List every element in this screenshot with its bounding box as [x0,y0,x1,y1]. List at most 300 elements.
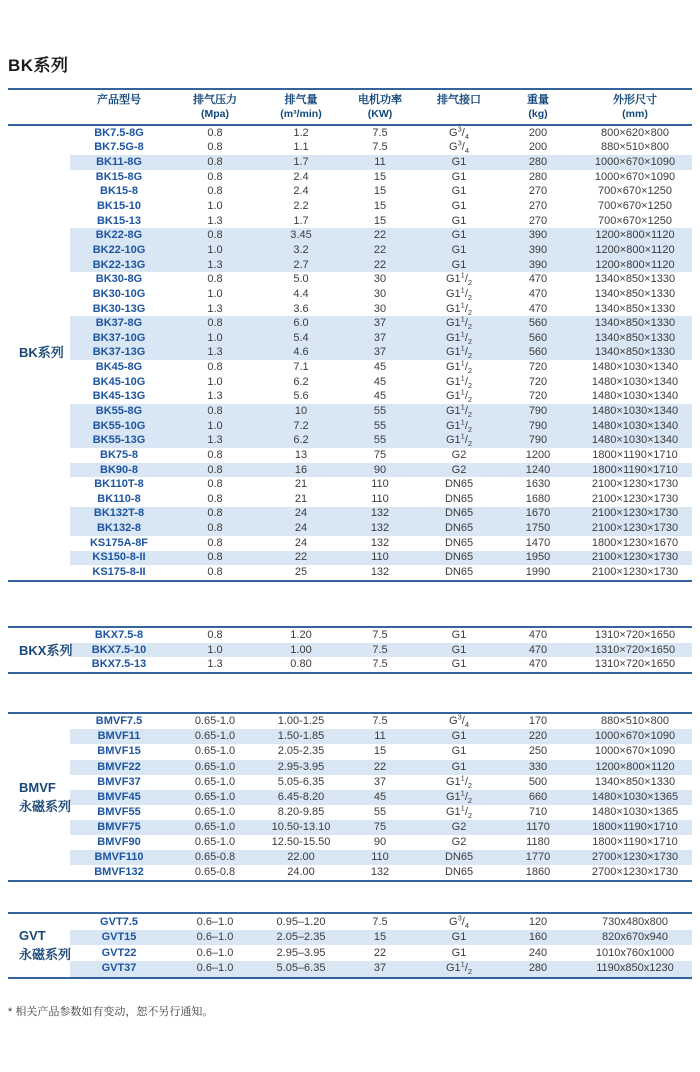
table-row [8,419,692,434]
model-cell: BK55-10G [70,419,168,434]
pressure-cell: 1.0 [168,243,262,258]
interface-cell: G1 [451,658,467,671]
dimensions-cell: 1310×720×1650 [594,628,676,641]
model-cell: KS175-8-II [92,566,146,579]
table-row [8,390,692,405]
pressure-cell: 0.65-0.8 [168,850,262,865]
dimensions-cell: 800×620×800 [601,126,669,139]
pressure-cell: 1.3 [207,302,223,315]
weight-cell: 470 [498,643,578,658]
model-cell: BK37-13G [70,346,168,361]
dimensions-cell: 880×510×800 [601,715,669,728]
interface-cell: DN65 [444,478,474,491]
model-cell: BMVF75 [70,820,168,835]
dimensions-cell: 2100×1230×1730 [578,551,692,566]
table-row [8,492,692,507]
dimensions-cell: 700×670×1250 [597,185,673,198]
weight-cell: 1990 [525,566,551,579]
table-row [8,463,692,478]
power-cell: 45 [340,790,420,805]
weight-cell: 790 [498,419,578,434]
table-row [8,214,692,229]
column-header: 排气量 (m³/min) [262,89,340,125]
pressure-cell: 1.3 [168,433,262,448]
model-cell: BK30-13G [92,302,146,315]
dimensions-cell: 2700×1230×1730 [591,866,679,879]
weight-cell: 470 [528,287,548,300]
interface-cell: G1 [420,258,498,273]
model-cell: BK37-10G [70,331,168,346]
interface-cell: $G^3/_4$ [449,712,469,730]
power-cell: 15 [373,745,387,758]
table-row [8,302,692,317]
table-row [8,961,692,978]
interface-cell: $G1^1/_2$ [420,790,498,805]
table-row [8,521,692,536]
dimensions-cell: 730x480x800 [601,915,669,928]
table-row [8,835,692,850]
model-cell: BMVF7.5 [95,715,143,728]
dimensions-cell: 1480×1030×1365 [591,805,679,818]
model-cell: BK30-10G [92,287,146,300]
power-cell: 30 [373,273,387,286]
interface-cell: G2 [451,836,467,849]
weight-cell: 1180 [526,836,550,849]
power-cell: 15 [340,930,420,946]
displacement-cell: 1.1 [293,141,309,154]
series-section-bkx [8,626,692,674]
pressure-cell: 0.8 [207,170,223,183]
displacement-cell: 8.20-9.85 [277,805,325,818]
weight-cell: 470 [528,273,548,286]
dimensions-cell: 1000×670×1090 [594,170,676,183]
pressure-cell: 1.0 [168,331,262,346]
displacement-cell: 24 [262,521,340,536]
model-cell: BKX7.5-13 [91,658,147,671]
displacement-cell: 0.95–1.20 [276,915,326,928]
pressure-cell: 0.8 [207,478,223,491]
pressure-cell: 0.65-0.8 [194,866,236,879]
table-row [8,565,692,581]
interface-cell: $G1^1/_2$ [420,404,498,419]
displacement-cell: 5.0 [293,273,309,286]
weight-cell: 200 [528,141,548,154]
power-cell: 22 [340,228,420,243]
dimensions-cell: 1310×720×1650 [594,658,676,671]
interface-cell: DN65 [444,566,474,579]
model-cell: BMVF110 [70,850,168,865]
weight-cell: 560 [498,316,578,331]
pressure-cell: 0.65-1.0 [194,775,236,788]
model-cell: BK22-13G [70,258,168,273]
dimensions-cell: 1800×1190×1710 [592,836,678,849]
displacement-cell: 22.00 [262,850,340,865]
series-section-bmvf [8,712,692,882]
dimensions-cell: 1800×1230×1670 [591,536,679,549]
weight-cell: 280 [498,155,578,170]
power-cell: 7.5 [372,126,388,139]
model-cell: BK55-13G [70,433,168,448]
interface-cell: $G1^1/_2$ [420,331,498,346]
interface-cell: G2 [451,448,467,461]
table-row [8,287,692,302]
displacement-cell: 3.2 [262,243,340,258]
weight-cell: 280 [528,170,548,183]
model-cell: BMVF11 [70,729,168,744]
displacement-cell: 6.2 [262,433,340,448]
pressure-cell: 0.8 [207,628,223,641]
weight-cell: 330 [498,760,578,775]
pressure-cell: 1.0 [168,419,262,434]
power-cell: 45 [373,390,387,403]
dimensions-cell: 1340×850×1330 [594,273,676,286]
power-cell: 22 [373,946,387,959]
table-row [8,713,692,729]
power-cell: 90 [373,836,387,849]
interface-cell: DN65 [444,866,474,879]
displacement-cell: 25 [294,566,308,579]
column-header: 排气接口 [420,89,498,125]
series-section-bk [8,88,692,582]
spec-tables-container [8,88,692,979]
power-cell: 132 [340,507,420,522]
table-row [8,185,692,200]
weight-cell: 1950 [498,551,578,566]
spec-table-bk [8,88,692,582]
header-spacer [8,89,70,125]
pressure-cell: 0.65-1.0 [194,745,236,758]
table-row [8,199,692,214]
power-cell: 45 [373,361,387,374]
dimensions-cell: 1340×850×1330 [578,346,692,361]
displacement-cell: 2.4 [293,170,309,183]
table-row [8,331,692,346]
power-cell: 11 [340,729,420,744]
weight-cell: 250 [528,745,548,758]
table-row [8,243,692,258]
displacement-cell: 2.7 [262,258,340,273]
section-label: GVT 永磁系列 [8,913,70,977]
interface-cell: $G1^1/_2$ [445,358,473,376]
dimensions-cell: 1480×1030×1340 [591,375,679,388]
pressure-cell: 0.8 [168,551,262,566]
displacement-cell: 16 [262,463,340,478]
interface-cell: G1 [451,170,467,183]
displacement-cell: 1.20 [290,628,312,641]
power-cell: 30 [373,302,387,315]
displacement-cell: 4.4 [293,287,309,300]
displacement-cell: 12.50-15.50 [271,836,331,849]
power-cell: 7.5 [372,628,388,641]
power-cell: 110 [340,551,420,566]
dimensions-cell: 1800×1190×1710 [578,463,692,478]
displacement-cell: 7.2 [262,419,340,434]
series-section-gvt [8,912,692,978]
pressure-cell: 0.8 [207,273,223,286]
power-cell: 37 [340,346,420,361]
model-cell: BK15-8 [100,185,138,198]
interface-cell: $G1^1/_2$ [445,803,473,821]
spec-table-bkx [8,626,692,674]
power-cell: 7.5 [372,141,388,154]
pressure-cell: 1.3 [207,390,223,403]
pressure-cell: 0.8 [207,141,223,154]
pressure-cell: 0.6–1.0 [196,946,234,959]
pressure-cell: 0.65-1.0 [194,836,236,849]
displacement-cell: 1.00 [262,643,340,658]
interface-cell: G2 [420,463,498,478]
interface-cell: G1 [451,185,467,198]
pressure-cell: 1.3 [168,258,262,273]
column-header: 重量 (kg) [498,89,578,125]
interface-cell: G1 [451,200,467,213]
power-cell: 75 [373,448,387,461]
dimensions-cell: 1000×670×1090 [578,729,692,744]
pressure-cell: 0.8 [168,316,262,331]
pressure-cell: 0.8 [168,507,262,522]
power-cell: 55 [373,805,387,818]
displacement-cell: 2.05–2.35 [262,930,340,946]
dimensions-cell: 1480×1030×1340 [578,433,692,448]
column-header: 电机功率 (KW) [340,89,420,125]
power-cell: 22 [340,243,420,258]
table-row [8,316,692,331]
weight-cell: 1200 [525,448,551,461]
model-cell: BK15-8G [95,170,143,183]
dimensions-cell: 1480×1030×1340 [591,361,679,374]
displacement-cell: 5.05–6.35 [262,961,340,978]
model-cell: BK90-8 [70,463,168,478]
pressure-cell: 1.0 [207,287,223,300]
model-cell: BK45-13G [92,390,146,403]
displacement-cell: 6.0 [262,316,340,331]
dimensions-cell: 820x670x940 [578,930,692,946]
model-cell: GVT37 [70,961,168,978]
power-cell: 55 [340,419,420,434]
weight-cell: 390 [498,228,578,243]
model-cell: BMVF90 [97,836,141,849]
displacement-cell: 24 [262,507,340,522]
table-row [8,360,692,375]
table-row [8,346,692,361]
dimensions-cell: 1480×1030×1340 [578,419,692,434]
dimensions-cell: 1200×800×1120 [578,228,692,243]
model-cell: BK11-8G [70,155,168,170]
weight-cell: 270 [528,200,548,213]
table-row [8,536,692,551]
pressure-cell: 0.8 [168,463,262,478]
pressure-cell: 0.8 [207,536,223,549]
displacement-cell: 21 [294,478,308,491]
power-cell: 15 [373,170,387,183]
weight-cell: 790 [498,404,578,419]
dimensions-cell: 1800×1190×1710 [592,448,678,461]
pressure-cell: 0.65-1.0 [194,715,236,728]
power-cell: 37 [340,961,420,978]
dimensions-cell: 1200×800×1120 [578,258,692,273]
page-title: BK系列 [8,56,69,75]
dimensions-cell: 2100×1230×1730 [591,492,679,505]
pressure-cell: 0.8 [207,566,223,579]
power-cell: 15 [373,185,387,198]
power-cell: 15 [373,214,387,227]
weight-cell: 500 [528,775,548,788]
model-cell: KS150-8-II [70,551,168,566]
pressure-cell: 0.8 [207,492,223,505]
interface-cell: DN65 [444,536,474,549]
dimensions-cell: 1310×720×1650 [578,643,692,658]
pressure-cell: 1.0 [207,200,223,213]
displacement-cell: 5.05-6.35 [277,775,325,788]
table-row [8,657,692,673]
interface-cell: $G^3/_4$ [449,124,469,141]
model-cell: BMVF45 [70,790,168,805]
table-row [8,125,692,141]
weight-cell: 560 [498,331,578,346]
power-cell: 22 [340,760,420,775]
displacement-cell: 1.7 [262,155,340,170]
weight-cell: 240 [528,946,548,959]
interface-cell: DN65 [444,492,474,505]
interface-cell: $G1^1/_2$ [420,433,498,448]
weight-cell: 1170 [498,820,578,835]
power-cell: 37 [340,331,420,346]
footnote: * 相关产品参数如有变动，恕不另行通知。 [8,1005,214,1018]
model-cell: KS175A-8F [89,536,149,549]
table-row [8,945,692,961]
spec-table-gvt [8,912,692,978]
table-row [8,228,692,243]
interface-cell: G1 [451,946,467,959]
weight-cell: 270 [528,185,548,198]
displacement-cell: 24.00 [287,866,315,879]
dimensions-cell: 1800×1190×1710 [578,820,692,835]
weight-cell: 390 [498,243,578,258]
power-cell: 11 [340,155,420,170]
model-cell: BK110T-8 [94,478,144,491]
weight-cell: 1860 [525,866,551,879]
dimensions-cell: 2100×1230×1730 [591,478,679,491]
table-row [8,643,692,658]
table-row [8,448,692,463]
table-row [8,930,692,946]
interface-cell: $G1^1/_2$ [445,299,473,317]
table-row [8,507,692,522]
interface-cell: DN65 [420,521,498,536]
model-cell: BKX7.5-10 [70,643,168,658]
table-row [8,170,692,185]
weight-cell: 710 [528,805,548,818]
weight-cell: 790 [498,433,578,448]
model-cell: BMVF132 [94,866,144,879]
interface-cell: $G1^1/_2$ [420,316,498,331]
displacement-cell: 6.45-8.20 [262,790,340,805]
interface-cell: $G1^1/_2$ [445,373,473,390]
model-cell: BK30-8G [95,273,143,286]
power-cell: 110 [371,478,389,491]
dimensions-cell: 880×510×800 [601,141,669,154]
table-row [8,551,692,566]
displacement-cell: 2.2 [293,200,309,213]
header-row [8,89,692,125]
table-row [8,820,692,835]
table-row [8,760,692,775]
dimensions-cell: 1340×850×1330 [578,331,692,346]
displacement-cell: 4.6 [262,346,340,361]
column-header: 产品型号 [70,89,168,125]
dimensions-cell: 1480×1030×1340 [591,390,679,403]
model-cell: BMVF15 [97,745,141,758]
displacement-cell: 2.95–3.95 [276,946,326,959]
table-row [8,258,692,273]
power-cell: 75 [340,820,420,835]
weight-cell: 120 [528,915,548,928]
pressure-cell: 0.8 [168,155,262,170]
power-cell: 132 [340,521,420,536]
dimensions-cell: 1200×800×1120 [578,243,692,258]
displacement-cell: 1.7 [293,214,309,227]
weight-cell: 220 [498,729,578,744]
displacement-cell: 10.50-13.10 [262,820,340,835]
spec-table-bmvf [8,712,692,882]
power-cell: 7.5 [372,658,388,671]
model-cell: BKX7.5-8 [94,628,144,641]
power-cell: 45 [373,375,387,388]
displacement-cell: 22 [262,551,340,566]
interface-cell: $G1^1/_2$ [445,773,473,790]
column-header: 排气压力 (Mpa) [168,89,262,125]
weight-cell: 560 [498,346,578,361]
dimensions-cell: 1480×1030×1365 [578,790,692,805]
pressure-cell: 1.3 [207,214,223,227]
model-cell: BMVF55 [97,805,141,818]
power-cell: 22 [340,258,420,273]
table-row [8,627,692,643]
pressure-cell: 0.6–1.0 [168,961,262,978]
weight-cell: 470 [528,628,548,641]
pressure-cell: 0.65-1.0 [168,820,262,835]
interface-cell: $G1^1/_2$ [420,961,498,978]
dimensions-cell: 2100×1230×1730 [578,507,692,522]
interface-cell: G1 [451,214,467,227]
dimensions-cell: 1000×670×1090 [578,155,692,170]
power-cell: 37 [373,775,387,788]
section-label: BKX系列 [8,627,70,673]
dimensions-cell: 700×670×1250 [597,200,673,213]
power-cell: 90 [340,463,420,478]
interface-cell: G1 [451,628,467,641]
weight-cell: 1630 [525,478,551,491]
interface-cell: G1 [451,745,467,758]
weight-cell: 470 [528,658,548,671]
displacement-cell: 1.2 [293,126,309,139]
column-header: 外形尺寸 (mm) [578,89,692,125]
interface-cell: G1 [420,155,498,170]
interface-cell: G1 [420,729,498,744]
weight-cell: 720 [528,361,548,374]
pressure-cell: 1.0 [168,643,262,658]
model-cell: BK7.5G-8 [94,141,144,154]
dimensions-cell: 1340×850×1330 [594,302,676,315]
displacement-cell: 2.95-3.95 [262,760,340,775]
weight-cell: 660 [498,790,578,805]
interface-cell: G1 [420,643,498,658]
pressure-cell: 0.8 [207,185,223,198]
dimensions-cell: 1000×670×1090 [594,745,676,758]
interface-cell: G1 [420,243,498,258]
power-cell: 55 [340,404,420,419]
weight-cell: 1670 [498,507,578,522]
